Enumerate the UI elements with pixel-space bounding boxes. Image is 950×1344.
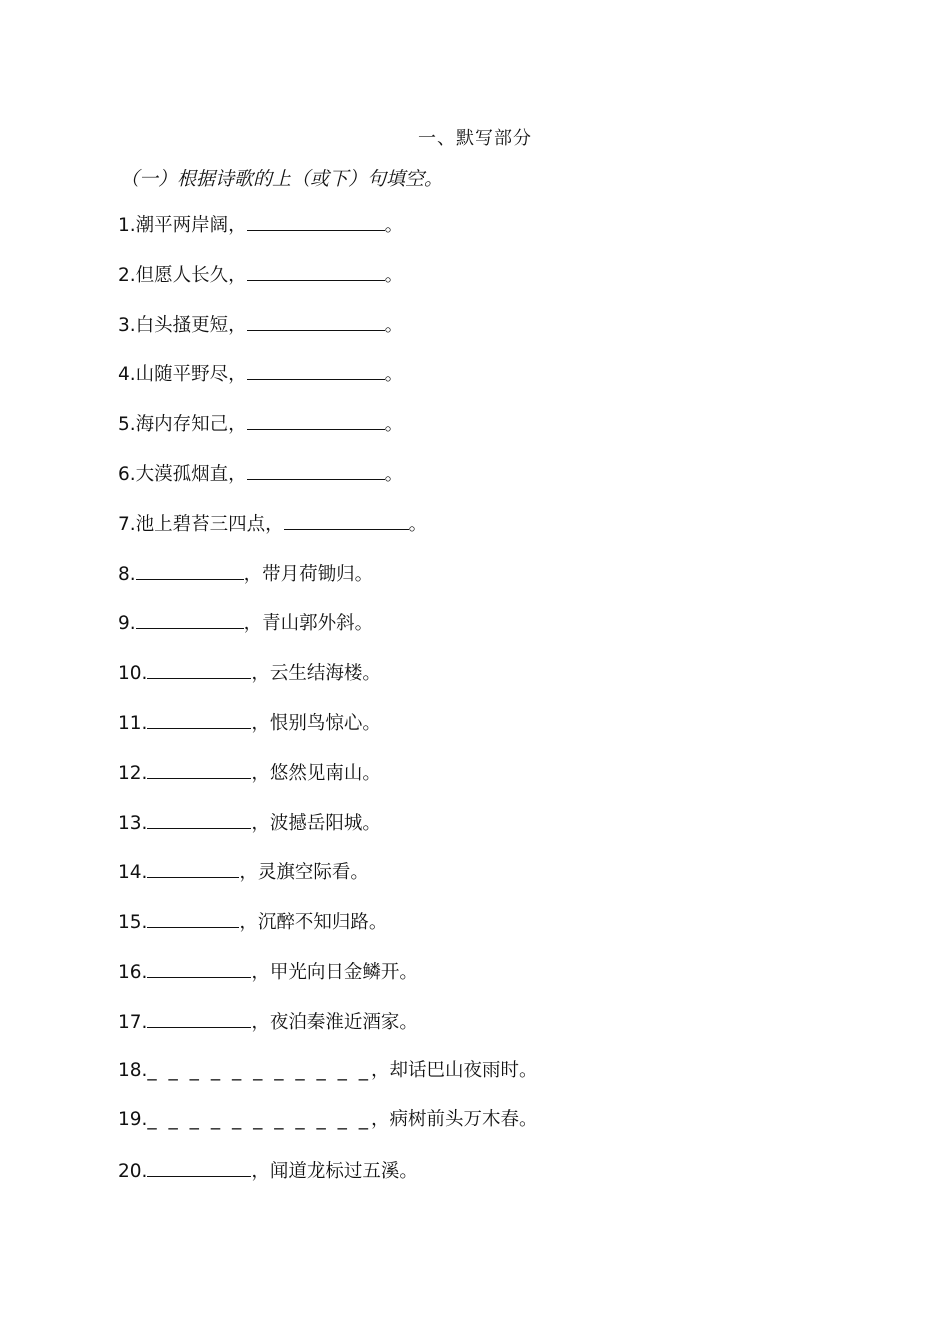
question-number: 3. xyxy=(118,314,136,336)
question-text-after: ，沉醉不知归路。 xyxy=(239,912,388,934)
question-number: 8. xyxy=(118,563,136,585)
question-text-before: 海内存知己， xyxy=(135,414,247,436)
answer-blank[interactable] xyxy=(247,210,385,231)
answer-blank[interactable] xyxy=(247,409,385,430)
answer-blank[interactable] xyxy=(136,608,244,629)
question-text-after: ，夜泊秦淮近酒家。 xyxy=(251,1011,418,1033)
question-text-after: ，闻道龙标过五溪。 xyxy=(251,1161,418,1183)
question-text-after: ，却话巴山夜雨时。 xyxy=(370,1059,538,1081)
question-item xyxy=(118,1156,538,1206)
question-number: 19. xyxy=(118,1109,148,1131)
question-number: 4. xyxy=(118,364,136,386)
answer-blank[interactable] xyxy=(147,708,251,729)
question-number: 9. xyxy=(118,613,136,635)
question-item xyxy=(118,509,538,559)
question-item xyxy=(118,1057,538,1107)
answer-blank[interactable] xyxy=(147,758,251,779)
question-text-after: 。 xyxy=(384,364,404,386)
question-item xyxy=(118,1106,538,1156)
question-item xyxy=(118,907,538,957)
question-text-after: 。 xyxy=(384,215,404,236)
answer-blank[interactable] xyxy=(247,359,385,380)
question-text-after: ，病树前头万木春。 xyxy=(370,1109,538,1131)
question-text-after: 。 xyxy=(384,314,404,336)
question-item xyxy=(118,957,538,1007)
answer-blank[interactable] xyxy=(147,857,239,878)
question-item xyxy=(118,608,538,658)
question-text-after: 。 xyxy=(384,264,404,286)
question-item xyxy=(118,409,538,459)
question-text-after: ，带月荷锄归。 xyxy=(243,563,374,585)
answer-blank[interactable] xyxy=(247,459,385,480)
question-text-after: 。 xyxy=(384,463,404,485)
question-text-before: 大漠孤烟直， xyxy=(135,463,247,485)
question-number: 2. xyxy=(118,264,136,286)
question-number: 13. xyxy=(118,812,148,834)
answer-blank[interactable] xyxy=(147,957,251,978)
question-item xyxy=(118,808,538,858)
answer-blank[interactable] xyxy=(136,559,244,580)
question-number: 5. xyxy=(118,414,136,436)
question-item xyxy=(118,359,538,409)
answer-blank[interactable] xyxy=(147,658,251,679)
question-text-before: 池上碧苔三四点， xyxy=(135,513,284,535)
answer-blank[interactable]: _ _ _ _ _ _ _ _ _ _ _ xyxy=(147,1109,371,1131)
question-item xyxy=(118,310,538,360)
question-list xyxy=(118,210,538,1206)
question-text-before: 潮平两岸阔， xyxy=(135,215,247,236)
question-item xyxy=(118,559,538,609)
question-item xyxy=(118,459,538,509)
question-text-after: ，恨别鸟惊心。 xyxy=(251,712,381,734)
question-text-after: 。 xyxy=(384,414,404,436)
answer-blank[interactable] xyxy=(147,808,251,829)
question-number: 7. xyxy=(118,513,136,535)
question-text-before: 但愿人长久， xyxy=(135,264,247,286)
answer-blank[interactable] xyxy=(147,1007,251,1028)
question-item xyxy=(118,1007,538,1057)
question-text-after: ，波撼岳阳城。 xyxy=(251,812,381,834)
question-item xyxy=(118,857,538,907)
answer-blank[interactable] xyxy=(147,1156,251,1177)
answer-blank[interactable] xyxy=(147,907,239,928)
question-text-after: ，云生结海楼。 xyxy=(251,663,381,685)
question-text-after: ，甲光向日金鳞开。 xyxy=(251,961,418,983)
question-item xyxy=(118,758,538,808)
answer-blank[interactable]: _ _ _ _ _ _ _ _ _ _ _ xyxy=(147,1059,371,1081)
answer-blank[interactable] xyxy=(247,260,385,281)
question-number: 10. xyxy=(118,663,148,685)
question-item xyxy=(118,210,538,260)
question-number: 12. xyxy=(118,762,148,784)
question-number: 20. xyxy=(118,1161,148,1183)
question-number: 11. xyxy=(118,712,148,734)
page-title: 一、默写部分 xyxy=(418,128,532,149)
section-heading: （一）根据诗歌的上（或下）句填空。 xyxy=(120,168,444,190)
question-number: 16. xyxy=(118,961,148,983)
question-text-after: ，灵旗空际看。 xyxy=(239,862,369,884)
question-item xyxy=(118,658,538,708)
question-text-after: ，青山郭外斜。 xyxy=(243,613,374,635)
question-number: 14. xyxy=(118,862,148,884)
question-item xyxy=(118,708,538,758)
question-number: 1. xyxy=(118,215,136,236)
question-number: 6. xyxy=(118,463,136,485)
question-number: 17. xyxy=(118,1011,148,1033)
question-number: 18. xyxy=(118,1059,148,1081)
question-text-before: 山随平野尽， xyxy=(135,364,247,386)
answer-blank[interactable] xyxy=(247,310,385,331)
question-number: 15. xyxy=(118,912,148,934)
answer-blank[interactable] xyxy=(284,509,409,530)
question-text-after: ，悠然见南山。 xyxy=(251,762,381,784)
question-item xyxy=(118,260,538,310)
question-text-before: 白头搔更短， xyxy=(135,314,247,336)
question-text-after: 。 xyxy=(408,513,428,535)
